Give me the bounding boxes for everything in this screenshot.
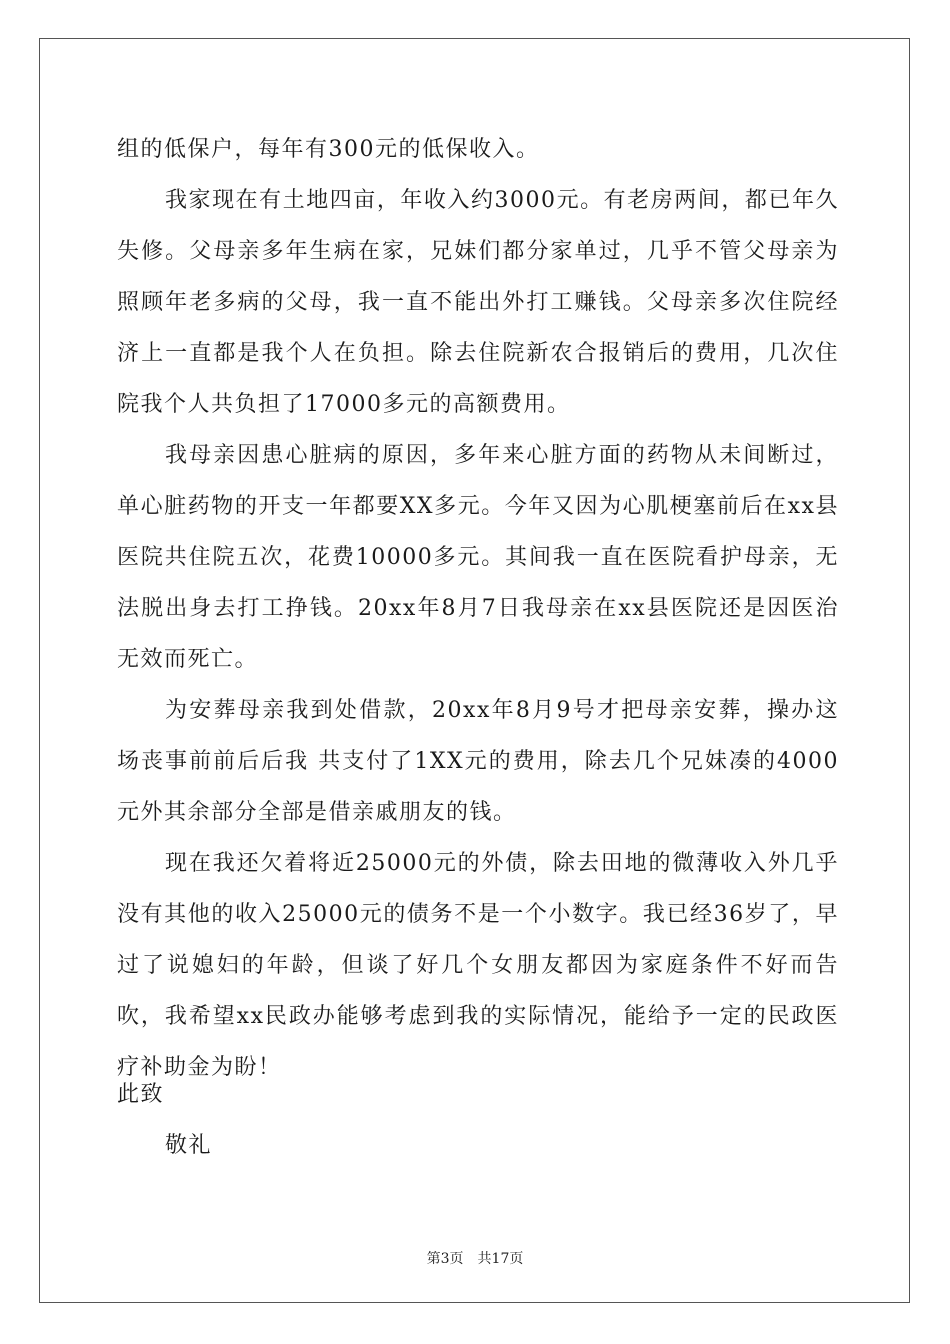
page-total: 共17页 bbox=[477, 1251, 524, 1267]
paragraph-continued: 组的低保户，每年有300元的低保收入。 bbox=[117, 137, 540, 162]
paragraph-mother-illness: 我母亲因患心脏病的原因，多年来心脏方面的药物从未间断过，单心脏药物的开支一年都要XX多元。今年又因为心肌梗塞前后在xx县医院共住院五次，花费10000多元。其间我一直在医院看护母亲，无法脱出身去打工挣钱。20xx年8月7日我母亲在xx县医院还是因医治无效而死亡。 bbox=[117, 443, 839, 672]
paragraph-funeral: 为安葬母亲我到处借款，20xx年8月9号才把母亲安葬，操办这场丧事前前后后我 共支付了1XX元的费用，除去几个兄妹凑的4000元外其余部分全部是借亲戚朋友的钱。 bbox=[117, 698, 839, 825]
page-number: 第3页 bbox=[426, 1251, 464, 1267]
paragraph-debt-request: 现在我还欠着将近25000元的外债，除去田地的微薄收入外几乎没有其他的收入25000元的债务不是一个小数字。我已经36岁了，早过了说媳妇的年龄，但谈了好几个女朋友都因为家庭条件不好而告吹，我希望xx民政办能够考虑到我的实际情况，能给予一定的民政医疗补助金为盼！ bbox=[117, 851, 839, 1080]
page-footer bbox=[0, 1248, 950, 1268]
letter-body bbox=[117, 124, 839, 1093]
closing-respect: 敬礼 bbox=[165, 1133, 213, 1158]
paragraph-land-income: 我家现在有土地四亩，年收入约3000元。有老房两间，都已年久失修。父母亲多年生病在家，兄妹们都分家单过，几乎不管父母亲为照顾年老多病的父母，我一直不能出外打工赚钱。父母亲多次住院经济上一直都是我个人在负担。除去住院新农合报销后的费用，几次住院我个人共负担了17000多元的高额费用。 bbox=[117, 188, 839, 417]
closing-salutation: 此致 bbox=[117, 1082, 165, 1107]
